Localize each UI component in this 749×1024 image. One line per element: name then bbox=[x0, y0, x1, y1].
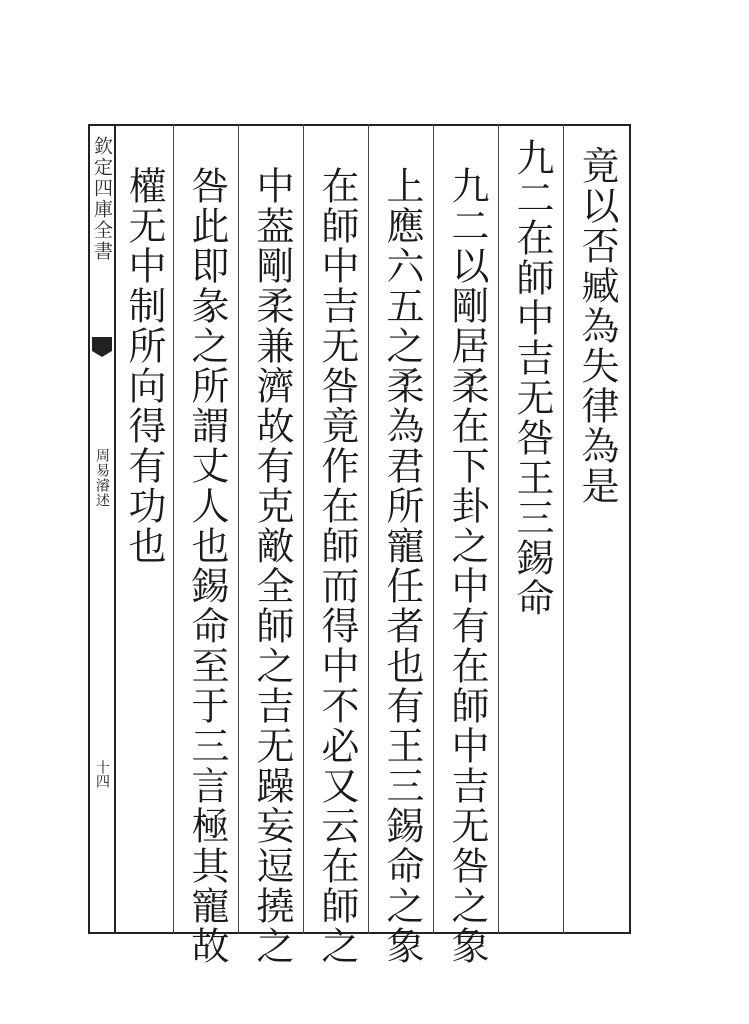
column-divider bbox=[433, 124, 434, 934]
column-divider bbox=[173, 124, 174, 934]
text-column-2: 九二在師中吉无咎王三錫命 bbox=[510, 138, 554, 618]
text-column-1: 竟以否臧為失律為是 bbox=[575, 146, 619, 506]
column-divider bbox=[238, 124, 239, 934]
page-number: 十四 bbox=[94, 760, 110, 788]
text-column-8: 權无中制所向得有功也 bbox=[122, 166, 166, 566]
book-title: 周易濬述 bbox=[94, 448, 110, 508]
column-divider bbox=[368, 124, 369, 934]
text-column-4: 上應六五之柔為君所寵任者也有王三錫命之象 bbox=[380, 166, 424, 966]
text-column-6: 中葢剛柔兼濟故有克敵全師之吉无躁妄逗撓之 bbox=[250, 166, 294, 966]
gutter-title: 欽定四庫全書 bbox=[91, 136, 113, 262]
text-column-7: 咎此即彖之所謂丈人也錫命至于三言極其寵故 bbox=[185, 166, 229, 966]
text-column-5: 在師中吉无咎竟作在師而得中不必又云在師之 bbox=[315, 166, 359, 966]
text-column-3: 九二以剛居柔在下卦之中有在師中吉无咎之象 bbox=[445, 166, 489, 966]
column-divider bbox=[563, 124, 564, 934]
fish-tail-mark bbox=[92, 337, 112, 351]
column-divider bbox=[303, 124, 304, 934]
column-divider bbox=[498, 124, 499, 934]
